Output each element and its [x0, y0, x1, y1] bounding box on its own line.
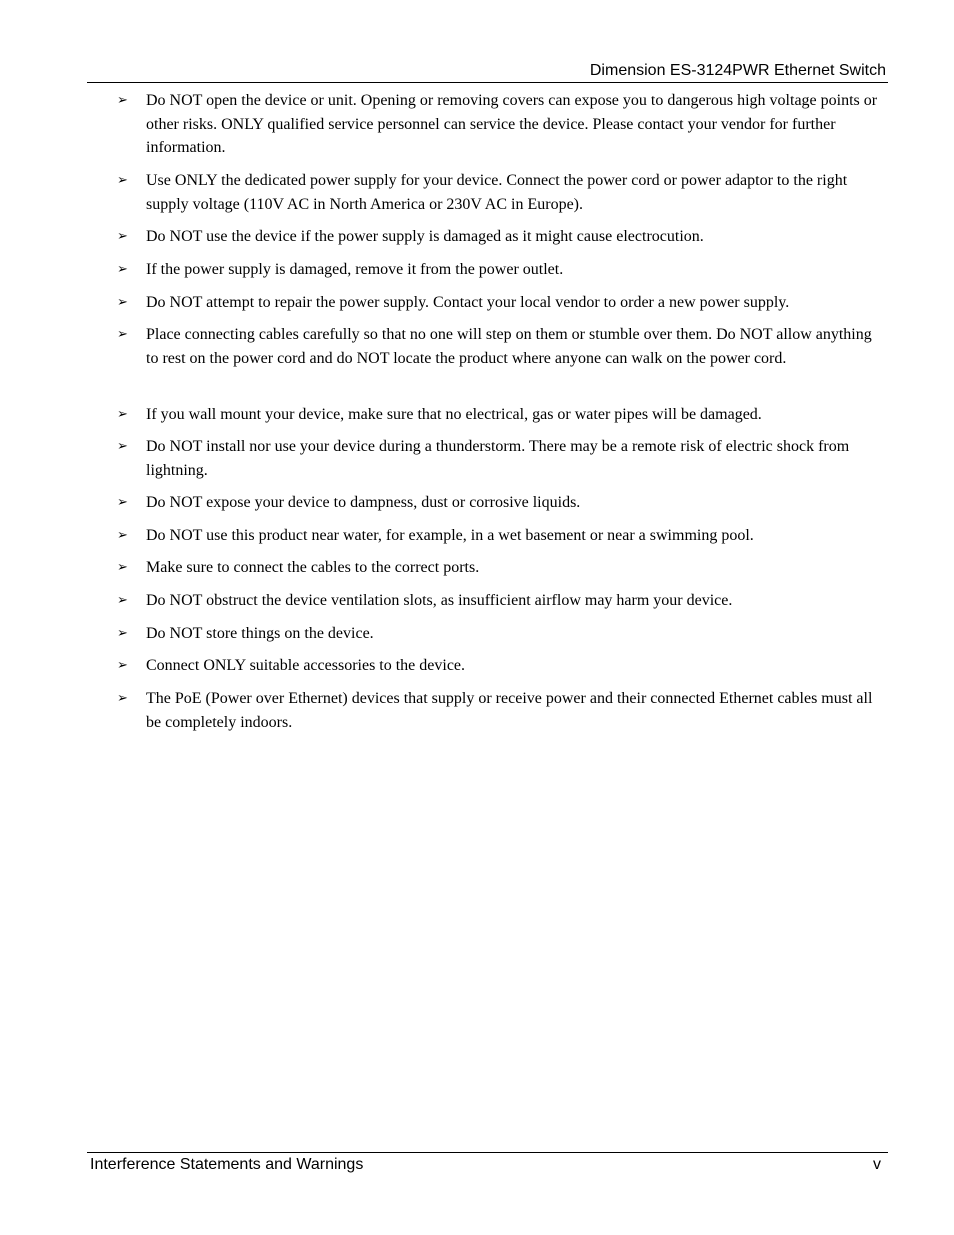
page-number: v	[873, 1156, 881, 1173]
list-item	[117, 524, 887, 548]
arrow-bullet-icon: ➢	[117, 327, 128, 342]
list-item-text: The PoE (Power over Ethernet) devices that supply or receive power and their connected Ethernet cables must all be completely indoors.	[146, 690, 873, 731]
page-footer	[87, 1152, 888, 1177]
list-item	[117, 687, 887, 734]
list-item	[117, 622, 887, 646]
list-item	[117, 654, 887, 678]
arrow-bullet-icon: ➢	[117, 658, 128, 673]
arrow-bullet-icon: ➢	[117, 229, 128, 244]
list-item	[117, 491, 887, 515]
list-item-text: Do NOT store things on the device.	[146, 625, 374, 642]
list-item	[117, 291, 887, 315]
list-item-text: Do NOT attempt to repair the power supply. Contact your local vendor to order a new power supply.	[146, 294, 790, 311]
list-item-text: Do NOT use this product near water, for example, in a wet basement or near a swimming pool.	[146, 527, 754, 544]
list-item	[117, 169, 887, 216]
arrow-bullet-icon: ➢	[117, 691, 128, 706]
list-item	[117, 556, 887, 580]
list-item	[117, 435, 887, 482]
arrow-bullet-icon: ➢	[117, 93, 128, 108]
list-item-text: Make sure to connect the cables to the correct ports.	[146, 559, 480, 576]
list-item	[117, 323, 887, 370]
arrow-bullet-icon: ➢	[117, 407, 128, 422]
list-item-text: Do NOT expose your device to dampness, dust or corrosive liquids.	[146, 494, 581, 511]
header-title: Dimension ES-3124PWR Ethernet Switch	[589, 62, 886, 79]
arrow-bullet-icon: ➢	[117, 173, 128, 188]
list-item	[117, 258, 887, 282]
arrow-bullet-icon: ➢	[117, 439, 128, 454]
footer-section-title: Interference Statements and Warnings	[90, 1156, 364, 1173]
arrow-bullet-icon: ➢	[117, 560, 128, 575]
list-item	[117, 225, 887, 249]
arrow-bullet-icon: ➢	[117, 593, 128, 608]
list-item-text: If you wall mount your device, make sure that no electrical, gas or water pipes will be damaged.	[146, 406, 762, 423]
list-item-text: Use ONLY the dedicated power supply for your device. Connect the power cord or power adaptor to the right supply voltage (110V AC in North America or 230V AC in Europe).	[146, 172, 848, 213]
list-item-text: If the power supply is damaged, remove it from the power outlet.	[146, 261, 564, 278]
arrow-bullet-icon: ➢	[117, 495, 128, 510]
list-item-text: Do NOT install nor use your device during a thunderstorm. There may be a remote risk of electric shock from lightning.	[146, 438, 850, 479]
arrow-bullet-icon: ➢	[117, 626, 128, 641]
list-item	[117, 403, 887, 427]
list-item-text: Do NOT obstruct the device ventilation slots, as insufficient airflow may harm your device.	[146, 592, 733, 609]
list-item	[117, 589, 887, 613]
arrow-bullet-icon: ➢	[117, 262, 128, 277]
list-item-text: Do NOT use the device if the power supply is damaged as it might cause electrocution.	[146, 228, 704, 245]
list-item-text: Do NOT open the device or unit. Opening or removing covers can expose you to dangerous high voltage points or other risks. ONLY qualified service personnel can service the device. Please contact your vendor for further information.	[146, 92, 878, 156]
list-item-text: Place connecting cables carefully so that no one will step on them or stumble over them. Do NOT allow anything to rest on the power cord and do NOT locate the product where anyone can walk on the power cord.	[146, 326, 872, 367]
list-item	[117, 89, 887, 160]
arrow-bullet-icon: ➢	[117, 295, 128, 310]
list-item-text: Connect ONLY suitable accessories to the device.	[146, 657, 466, 674]
arrow-bullet-icon: ➢	[117, 528, 128, 543]
